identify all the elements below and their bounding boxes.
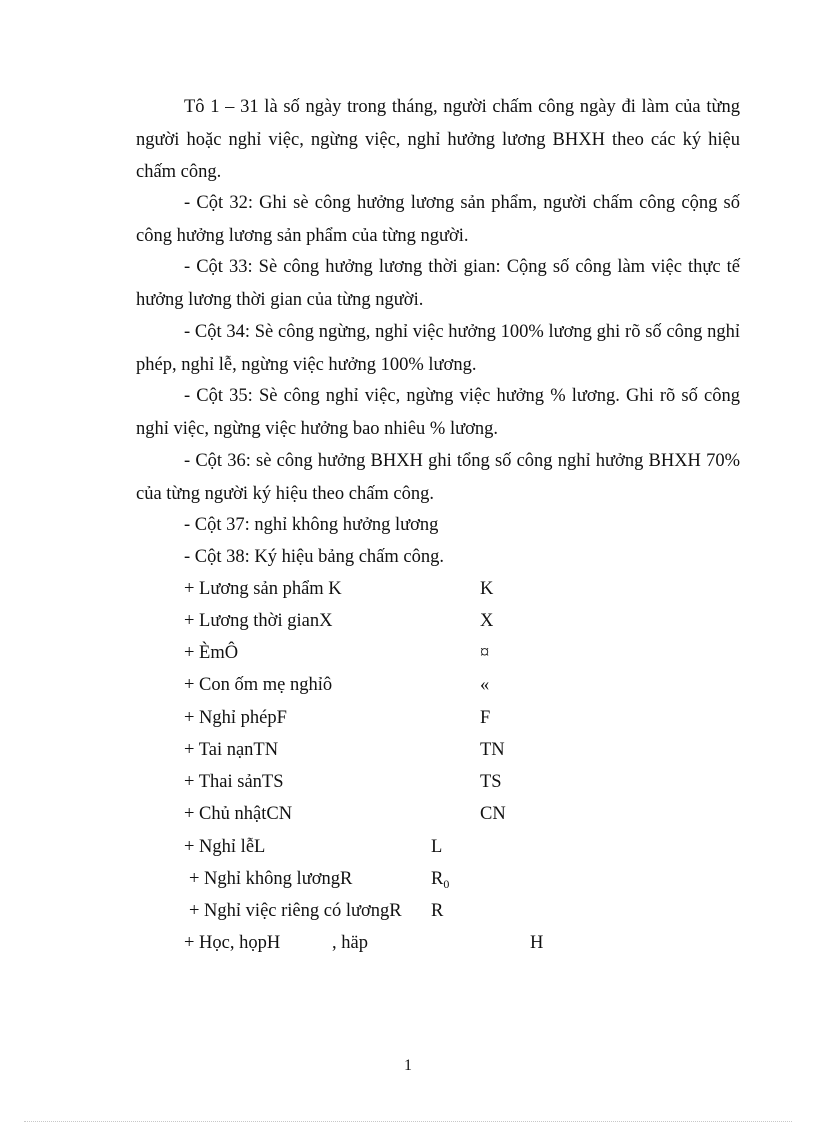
symbol-code: ¤ <box>480 643 490 663</box>
page-number: 1 <box>404 1057 412 1074</box>
paragraph-days: Tô 1 – 31 là số ngày trong tháng, người chấm công ngày đi làm của từng người hoặc nghỉ việc, ngừng việc, nghỉ hưởng lương BHXH theo các ký hiệu chấm công. <box>136 97 740 182</box>
symbol-code: TN <box>480 740 505 760</box>
symbol-label-extra: , häp <box>332 933 368 953</box>
symbol-label: + Chủ nhậtCN <box>184 804 293 824</box>
symbol-code: TS <box>480 772 502 792</box>
paragraph-column-35: - Cột 35: Sè công nghỉ việc, ngừng việc hưởng % lương. Ghi rõ số công nghỉ việc, ngừng việc hưởng bao nhiêu % lương. <box>136 386 740 439</box>
symbol-label: + Con ốm mẹ nghỉô <box>184 675 333 695</box>
symbol-code: R <box>431 901 444 921</box>
symbol-label: + Nghỉ việc riêng có lươngR <box>189 901 402 921</box>
symbol-code: H <box>530 933 544 953</box>
symbol-label: + Nghỉ lễL <box>184 837 266 857</box>
symbol-code-main: R <box>431 869 444 889</box>
symbol-code: CN <box>480 804 506 824</box>
symbol-label: + Nghỉ phépF <box>184 708 287 728</box>
symbol-label: + Học, họpH <box>184 933 281 953</box>
symbol-code: L <box>431 837 443 857</box>
symbol-label: + Nghỉ không lươngR <box>189 869 353 889</box>
symbol-code: « <box>480 675 490 695</box>
symbol-code-subscript: 0 <box>443 877 450 891</box>
paragraph-column-33: - Cột 33: Sè công hưởng lương thời gian: Cộng số công làm việc thực tế hưởng lương thời gian của từng người. <box>136 257 740 310</box>
symbol-code: K <box>480 579 494 599</box>
symbol-code <box>431 867 449 891</box>
line-column-38: - Cột 38: Ký hiệu bảng chấm công. <box>184 547 444 567</box>
symbol-label: + Lương thời gianX <box>184 611 333 631</box>
symbol-code: F <box>480 708 491 728</box>
symbol-code: X <box>480 611 494 631</box>
symbol-label: + Thai sảnTS <box>184 772 284 792</box>
paragraph-column-32: - Cột 32: Ghi sè công hưởng lương sản phẩm, người chấm công cộng số công hưởng lương sản phẩm của từng người. <box>136 193 740 246</box>
line-column-37: - Cột 37: nghỉ không hưởng lương <box>184 515 439 535</box>
symbol-label: + Tai nạnTN <box>184 740 279 760</box>
page-bottom-divider <box>24 1121 792 1122</box>
paragraph-column-36: - Cột 36: sè công hưởng BHXH ghi tổng số công nghỉ hưởng BHXH 70% của từng người ký hiệu theo chấm công. <box>136 451 740 504</box>
symbol-label: + ÈmÔ <box>184 643 239 663</box>
paragraph-column-34: - Cột 34: Sè công ngừng, nghỉ việc hưởng 100% lương ghi rõ số công nghỉ phép, nghỉ lễ, ngừng việc hưởng 100% lương. <box>136 322 740 375</box>
symbol-label: + Lương sản phẩm K <box>184 579 342 599</box>
